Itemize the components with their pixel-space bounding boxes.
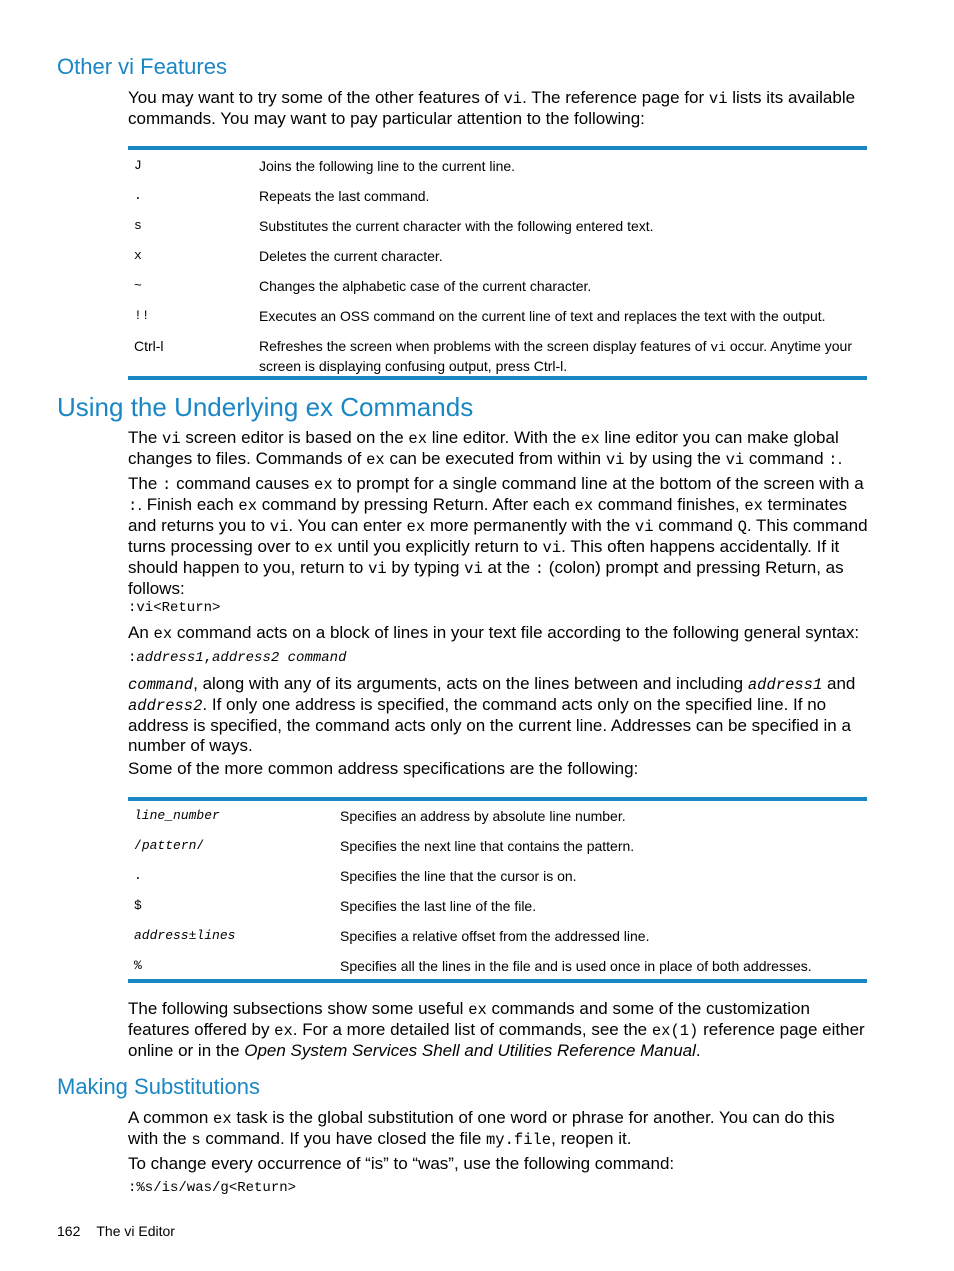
command-description: Refreshes the screen when problems with the screen display features of vi occur. Anytime your screen is displaying confusing output, press Ctrl-l. [259,338,853,374]
subsections-paragraph: The following subsections show some useful ex commands and some of the customization features offered by ex. For a more detailed list of commands, see the ex(1) reference page either online or in the Open System Services Shell and Utilities Reference Manual. [128,999,865,1060]
ex-colon-paragraph: The : command causes ex to prompt for a single command line at the bottom of the screen with a :. Finish each ex command by pressing Return. After each ex command finishes, ex terminates and returns you to vi. You can enter ex more permanently with the vi command Q. This command turns processing over to ex until you explicitly return to vi. This often happens accidentally. If it should happen to you, return to vi by typing vi at the : (colon) prompt and pressing Return, as follows: [128,474,868,598]
address-spec: address±lines [134,928,236,943]
table-row [128,837,867,855]
table-row [128,187,867,205]
ex-intro-paragraph: The vi screen editor is based on the ex line editor. With the ex line editor you can make global changes to files. Commands of ex can be executed from within vi by using the vi command :. [128,428,843,469]
chapter-title: The vi Editor [96,1223,175,1239]
section-heading-making-substitutions: Making Substitutions [57,1074,260,1099]
address-spec: % [134,958,142,973]
command-description: Deletes the current character. [259,248,443,264]
intro-paragraph: You may want to try some of the other features of vi. The reference page for vi lists its available commands. You may want to pay particular attention to the following: [128,88,856,128]
command-key: !! [134,308,150,323]
table-row [128,897,867,915]
command-key: ~ [134,278,142,293]
address-description: Specifies the next line that contains the pattern. [340,838,635,854]
command-description: Executes an OSS command on the current line of text and replaces the text with the output. [259,308,826,324]
table-row [128,247,867,265]
address-spec: line_number [134,808,220,823]
section-heading-other-vi-features: Other vi Features [57,54,227,79]
ex-syntax-paragraph: An ex command acts on a block of lines in your text file according to the following general syntax: [128,623,860,643]
substitution-instruction: To change every occurrence of “is” to “was”, use the following command: [128,1154,675,1173]
command-key: Ctrl-l [134,338,164,354]
vi-commands-table [128,146,867,380]
table-row [128,807,867,825]
address-paragraph: command, along with any of its arguments, acts on the lines between and including address1 and address2. If only one address is specified, the command acts only on the specified line. If no address is specified, the command acts only on the current line. Addresses can be specified in a number of ways. [128,674,856,755]
address-spec-intro: Some of the more common address specifications are the following: [128,759,639,778]
command-description: Substitutes the current character with the following entered text. [259,218,654,234]
address-spec-table [128,797,867,983]
command-key: . [134,188,142,203]
table-row [128,307,867,325]
page-number: 162 [57,1223,81,1239]
table-row [128,217,867,235]
table-row [128,867,867,885]
page-footer [57,1223,175,1239]
command-description: Repeats the last command. [259,188,430,204]
table-row [128,277,867,295]
table-row [128,927,867,945]
address-description: Specifies the line that the cursor is on. [340,868,577,884]
command-key: s [134,218,142,233]
substitution-paragraph: A common ex task is the global substitution of one word or phrase for another. You can do this with the s command. If you have closed the file my.file, reopen it. [128,1108,835,1149]
address-spec: /pattern/ [134,838,205,853]
command-key: x [134,248,142,263]
vi-return-code: :vi<Return> [128,600,221,616]
command-description: Changes the alphabetic case of the current character. [259,278,592,294]
command-key: J [134,158,142,173]
address-description: Specifies a relative offset from the addressed line. [340,928,650,944]
substitution-code: :%s/is/was/g<Return> [128,1180,297,1196]
section-heading-ex-commands: Using the Underlying ex Commands [57,392,474,422]
table-row [128,337,867,373]
address-spec: $ [134,898,142,913]
address-spec: . [134,868,142,883]
address-description: Specifies all the lines in the file and is used once in place of both addresses. [340,958,812,974]
ex-syntax-code: :address1,address2 command [128,650,347,666]
address-description: Specifies an address by absolute line number. [340,808,626,824]
address-description: Specifies the last line of the file. [340,898,537,914]
table-row [128,957,867,975]
table-row [128,157,867,175]
command-description: Joins the following line to the current line. [259,158,516,174]
